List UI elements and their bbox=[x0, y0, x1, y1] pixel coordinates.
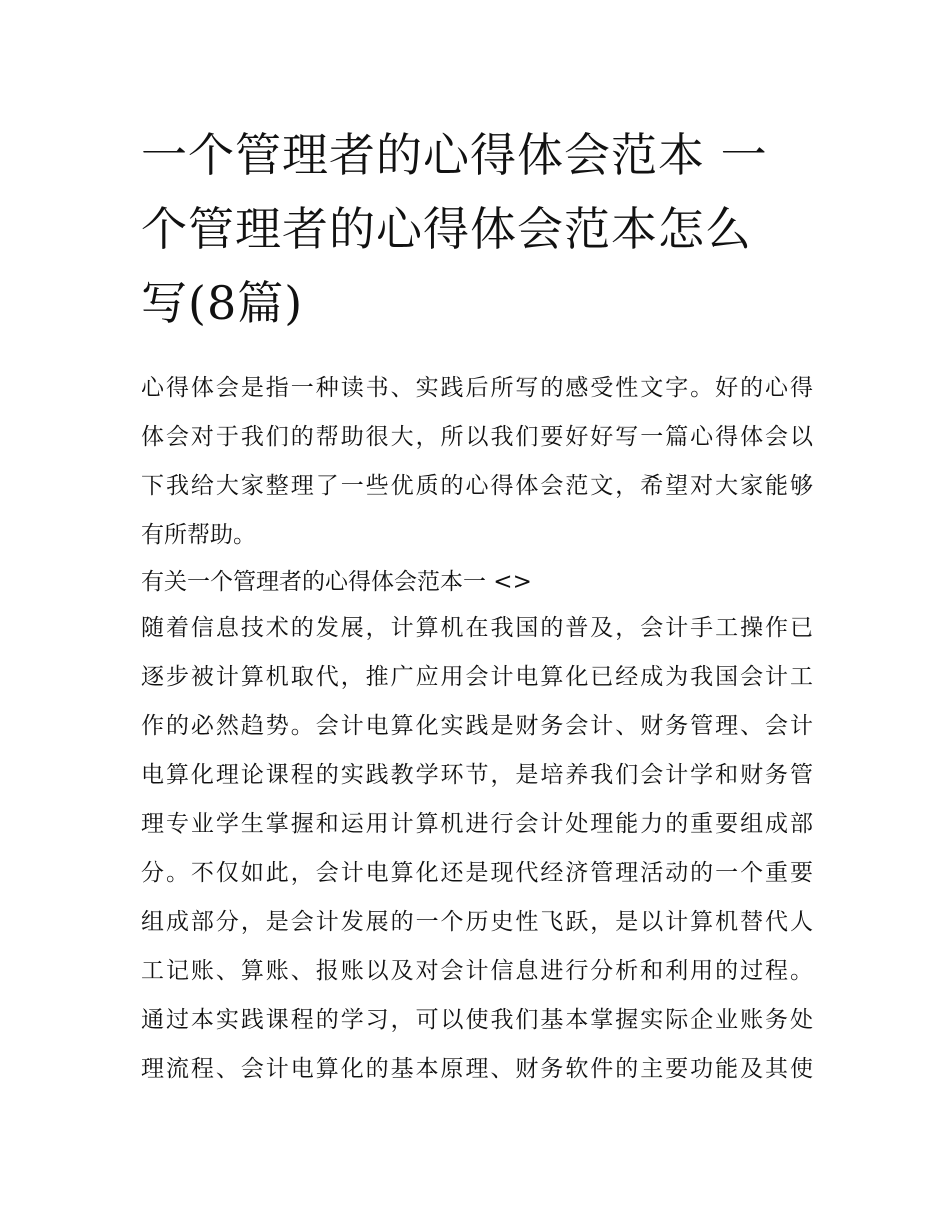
body-line-1: 随着信息技术的发展，计算机在我国的普及，会计手工操作已 bbox=[141, 615, 813, 641]
body-line-10: 理流程、会计电算化的基本原理、财务软件的主要功能及其使 bbox=[141, 1056, 813, 1082]
title-line-2: 个管理者的心得体会范本怎么 bbox=[141, 202, 752, 256]
body-line-3: 作的必然趋势。会计电算化实践是财务会计、财务管理、会计 bbox=[141, 713, 813, 739]
title-line-3: 写(8篇) bbox=[141, 276, 304, 330]
intro-line-2: 体会对于我们的帮助很大，所以我们要好好写一篇心得体会以 bbox=[141, 424, 813, 450]
intro-line-3: 下我给大家整理了一些优质的心得体会范文，希望对大家能够 bbox=[141, 473, 813, 499]
document-body bbox=[141, 364, 813, 1094]
body-line-5: 理专业学生掌握和运用计算机进行会计处理能力的重要组成部 bbox=[141, 811, 813, 837]
body-line-4: 电算化理论课程的实践教学环节，是培养我们会计学和财务管 bbox=[141, 762, 813, 788]
body-line-6: 分。不仅如此，会计电算化还是现代经济管理活动的一个重要 bbox=[141, 860, 813, 886]
document-page bbox=[141, 118, 813, 1094]
body-line-8: 工记账、算账、报账以及对会计信息进行分析和利用的过程。 bbox=[141, 958, 813, 984]
intro-line-1: 心得体会是指一种读书、实践后所写的感受性文字。好的心得 bbox=[141, 375, 813, 401]
body-line-7: 组成部分，是会计发展的一个历史性飞跃，是以计算机替代人 bbox=[141, 909, 813, 935]
intro-line-4: 有所帮助。 bbox=[141, 522, 256, 548]
document-title bbox=[141, 118, 813, 340]
section-heading: 有关一个管理者的心得体会范本一 <> bbox=[141, 569, 532, 595]
body-line-9: 通过本实践课程的学习，可以使我们基本掌握实际企业账务处 bbox=[141, 1007, 813, 1033]
body-line-2: 逐步被计算机取代，推广应用会计电算化已经成为我国会计工 bbox=[141, 664, 813, 690]
title-line-1: 一个管理者的心得体会范本 一 bbox=[141, 128, 768, 182]
